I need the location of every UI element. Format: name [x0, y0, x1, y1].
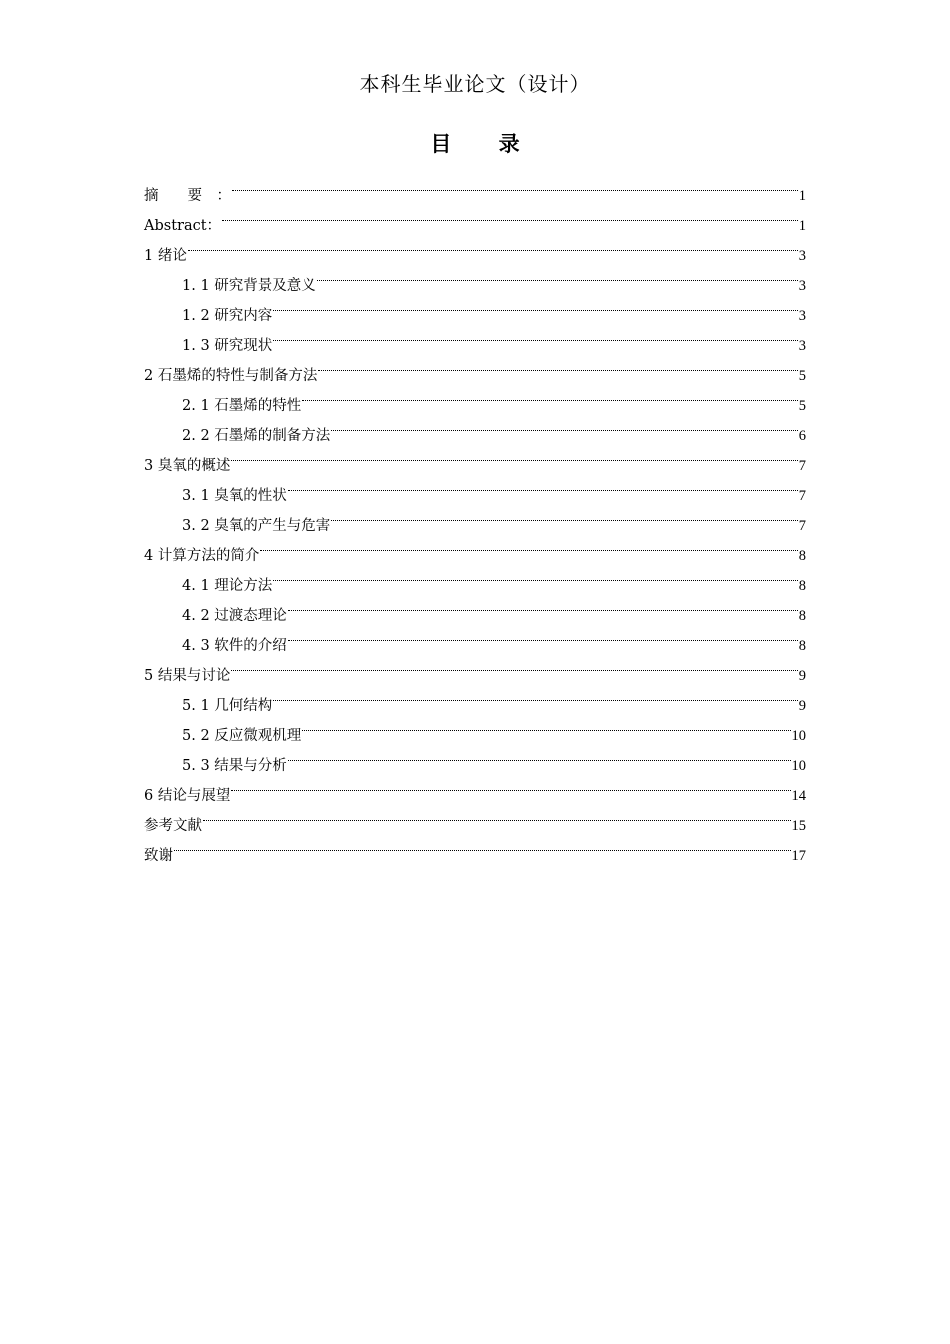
toc-entry-page-number: 8 [798, 638, 806, 654]
toc-entry-label: 3. 1 臭氧的性状 [182, 488, 287, 504]
toc-entry-label: 致谢 [144, 848, 173, 864]
toc-entry-label: 5. 3 结果与分析 [182, 758, 287, 774]
toc-entry-page-number: 3 [798, 248, 806, 264]
toc-entry-page-number: 15 [791, 818, 806, 834]
toc-entry[interactable] [144, 440, 806, 474]
toc-entry-page-number: 8 [798, 578, 806, 594]
toc-entry-page-number: 5 [798, 368, 806, 384]
toc-entry-page-number: 17 [791, 848, 806, 864]
table-of-contents [144, 170, 806, 864]
toc-entry[interactable] [144, 170, 806, 204]
toc-dot-leader [288, 620, 798, 650]
toc-entry-page-number: 9 [798, 668, 806, 684]
toc-entry-label: 4. 3 软件的介绍 [182, 638, 287, 654]
toc-entry-label: 1. 1 研究背景及意义 [182, 278, 316, 294]
toc-dot-leader [260, 530, 797, 560]
toc-dot-leader [231, 770, 790, 800]
toc-entry[interactable] [144, 830, 806, 864]
toc-entry-page-number: 10 [791, 758, 806, 774]
toc-entry[interactable] [144, 680, 806, 714]
toc-dot-leader [174, 830, 791, 860]
toc-dot-leader [231, 440, 797, 470]
toc-entry[interactable] [144, 650, 806, 684]
toc-entry-page-number: 7 [798, 488, 806, 504]
toc-entry-label: 5. 1 几何结构 [182, 698, 273, 714]
page-header: 本科生毕业论文（设计） [359, 72, 591, 96]
toc-dot-leader [288, 740, 791, 770]
toc-dot-leader [222, 200, 798, 230]
toc-entry-label: 4. 2 过渡态理论 [182, 608, 287, 624]
toc-entry-label: 4 计算方法的简介 [144, 548, 260, 564]
toc-entry-label: 摘 要 ： [144, 188, 231, 204]
toc-dot-leader [273, 680, 797, 710]
toc-entry-page-number: 9 [798, 698, 806, 714]
toc-dot-leader [302, 710, 790, 740]
toc-entry-label: 3 臭氧的概述 [144, 458, 231, 474]
toc-entry[interactable] [144, 200, 806, 234]
toc-entry-page-number: 8 [798, 608, 806, 624]
toc-entry-page-number: 7 [798, 458, 806, 474]
toc-entry-page-number: 6 [798, 428, 806, 444]
toc-entry[interactable] [144, 800, 806, 834]
toc-entry-label: 3. 2 臭氧的产生与危害 [182, 518, 331, 534]
toc-entry-page-number: 1 [798, 188, 806, 204]
toc-entry[interactable] [144, 770, 806, 804]
toc-dot-leader [288, 590, 798, 620]
toc-entry-label: 6 结论与展望 [144, 788, 231, 804]
toc-entry-label: 2. 1 石墨烯的特性 [182, 398, 302, 414]
toc-dot-leader [317, 260, 798, 290]
toc-dot-leader [273, 320, 797, 350]
toc-entry-page-number: 3 [798, 278, 806, 294]
toc-entry-label: 2. 2 石墨烯的制备方法 [182, 428, 331, 444]
toc-dot-leader [331, 410, 797, 440]
toc-entry-label: 5 结果与讨论 [144, 668, 231, 684]
toc-entry-label: 1. 3 研究现状 [182, 338, 273, 354]
toc-dot-leader [188, 230, 798, 260]
toc-entry[interactable] [144, 230, 806, 264]
toc-entry-page-number: 3 [798, 338, 806, 354]
toc-dot-leader [231, 650, 797, 680]
toc-entry-page-number: 5 [798, 398, 806, 414]
toc-entry-page-number: 7 [798, 518, 806, 534]
toc-entry-label: 4. 1 理论方法 [182, 578, 273, 594]
toc-dot-leader [288, 470, 798, 500]
toc-entry-label: 1 绪论 [144, 248, 187, 264]
toc-dot-leader [318, 350, 797, 380]
toc-entry-page-number: 8 [798, 548, 806, 564]
toc-dot-leader [203, 800, 791, 830]
toc-entry[interactable] [144, 470, 806, 504]
toc-entry-page-number: 1 [798, 218, 806, 234]
toc-entry-page-number: 3 [798, 308, 806, 324]
toc-entry-label: 5. 2 反应微观机理 [182, 728, 302, 744]
toc-entry-label: Abstract： [144, 218, 222, 234]
toc-dot-leader [331, 500, 797, 530]
toc-entry[interactable] [144, 260, 806, 294]
toc-entry-page-number: 14 [791, 788, 806, 804]
toc-entry-label: 2 石墨烯的特性与制备方法 [144, 368, 318, 384]
toc-entry-page-number: 10 [791, 728, 806, 744]
toc-heading: 目 录 [430, 132, 540, 156]
toc-dot-leader [273, 290, 797, 320]
toc-entry-label: 1. 2 研究内容 [182, 308, 273, 324]
toc-entry-label: 参考文献 [144, 818, 202, 834]
toc-dot-leader [302, 380, 797, 410]
toc-dot-leader [273, 560, 797, 590]
toc-dot-leader [232, 170, 798, 200]
